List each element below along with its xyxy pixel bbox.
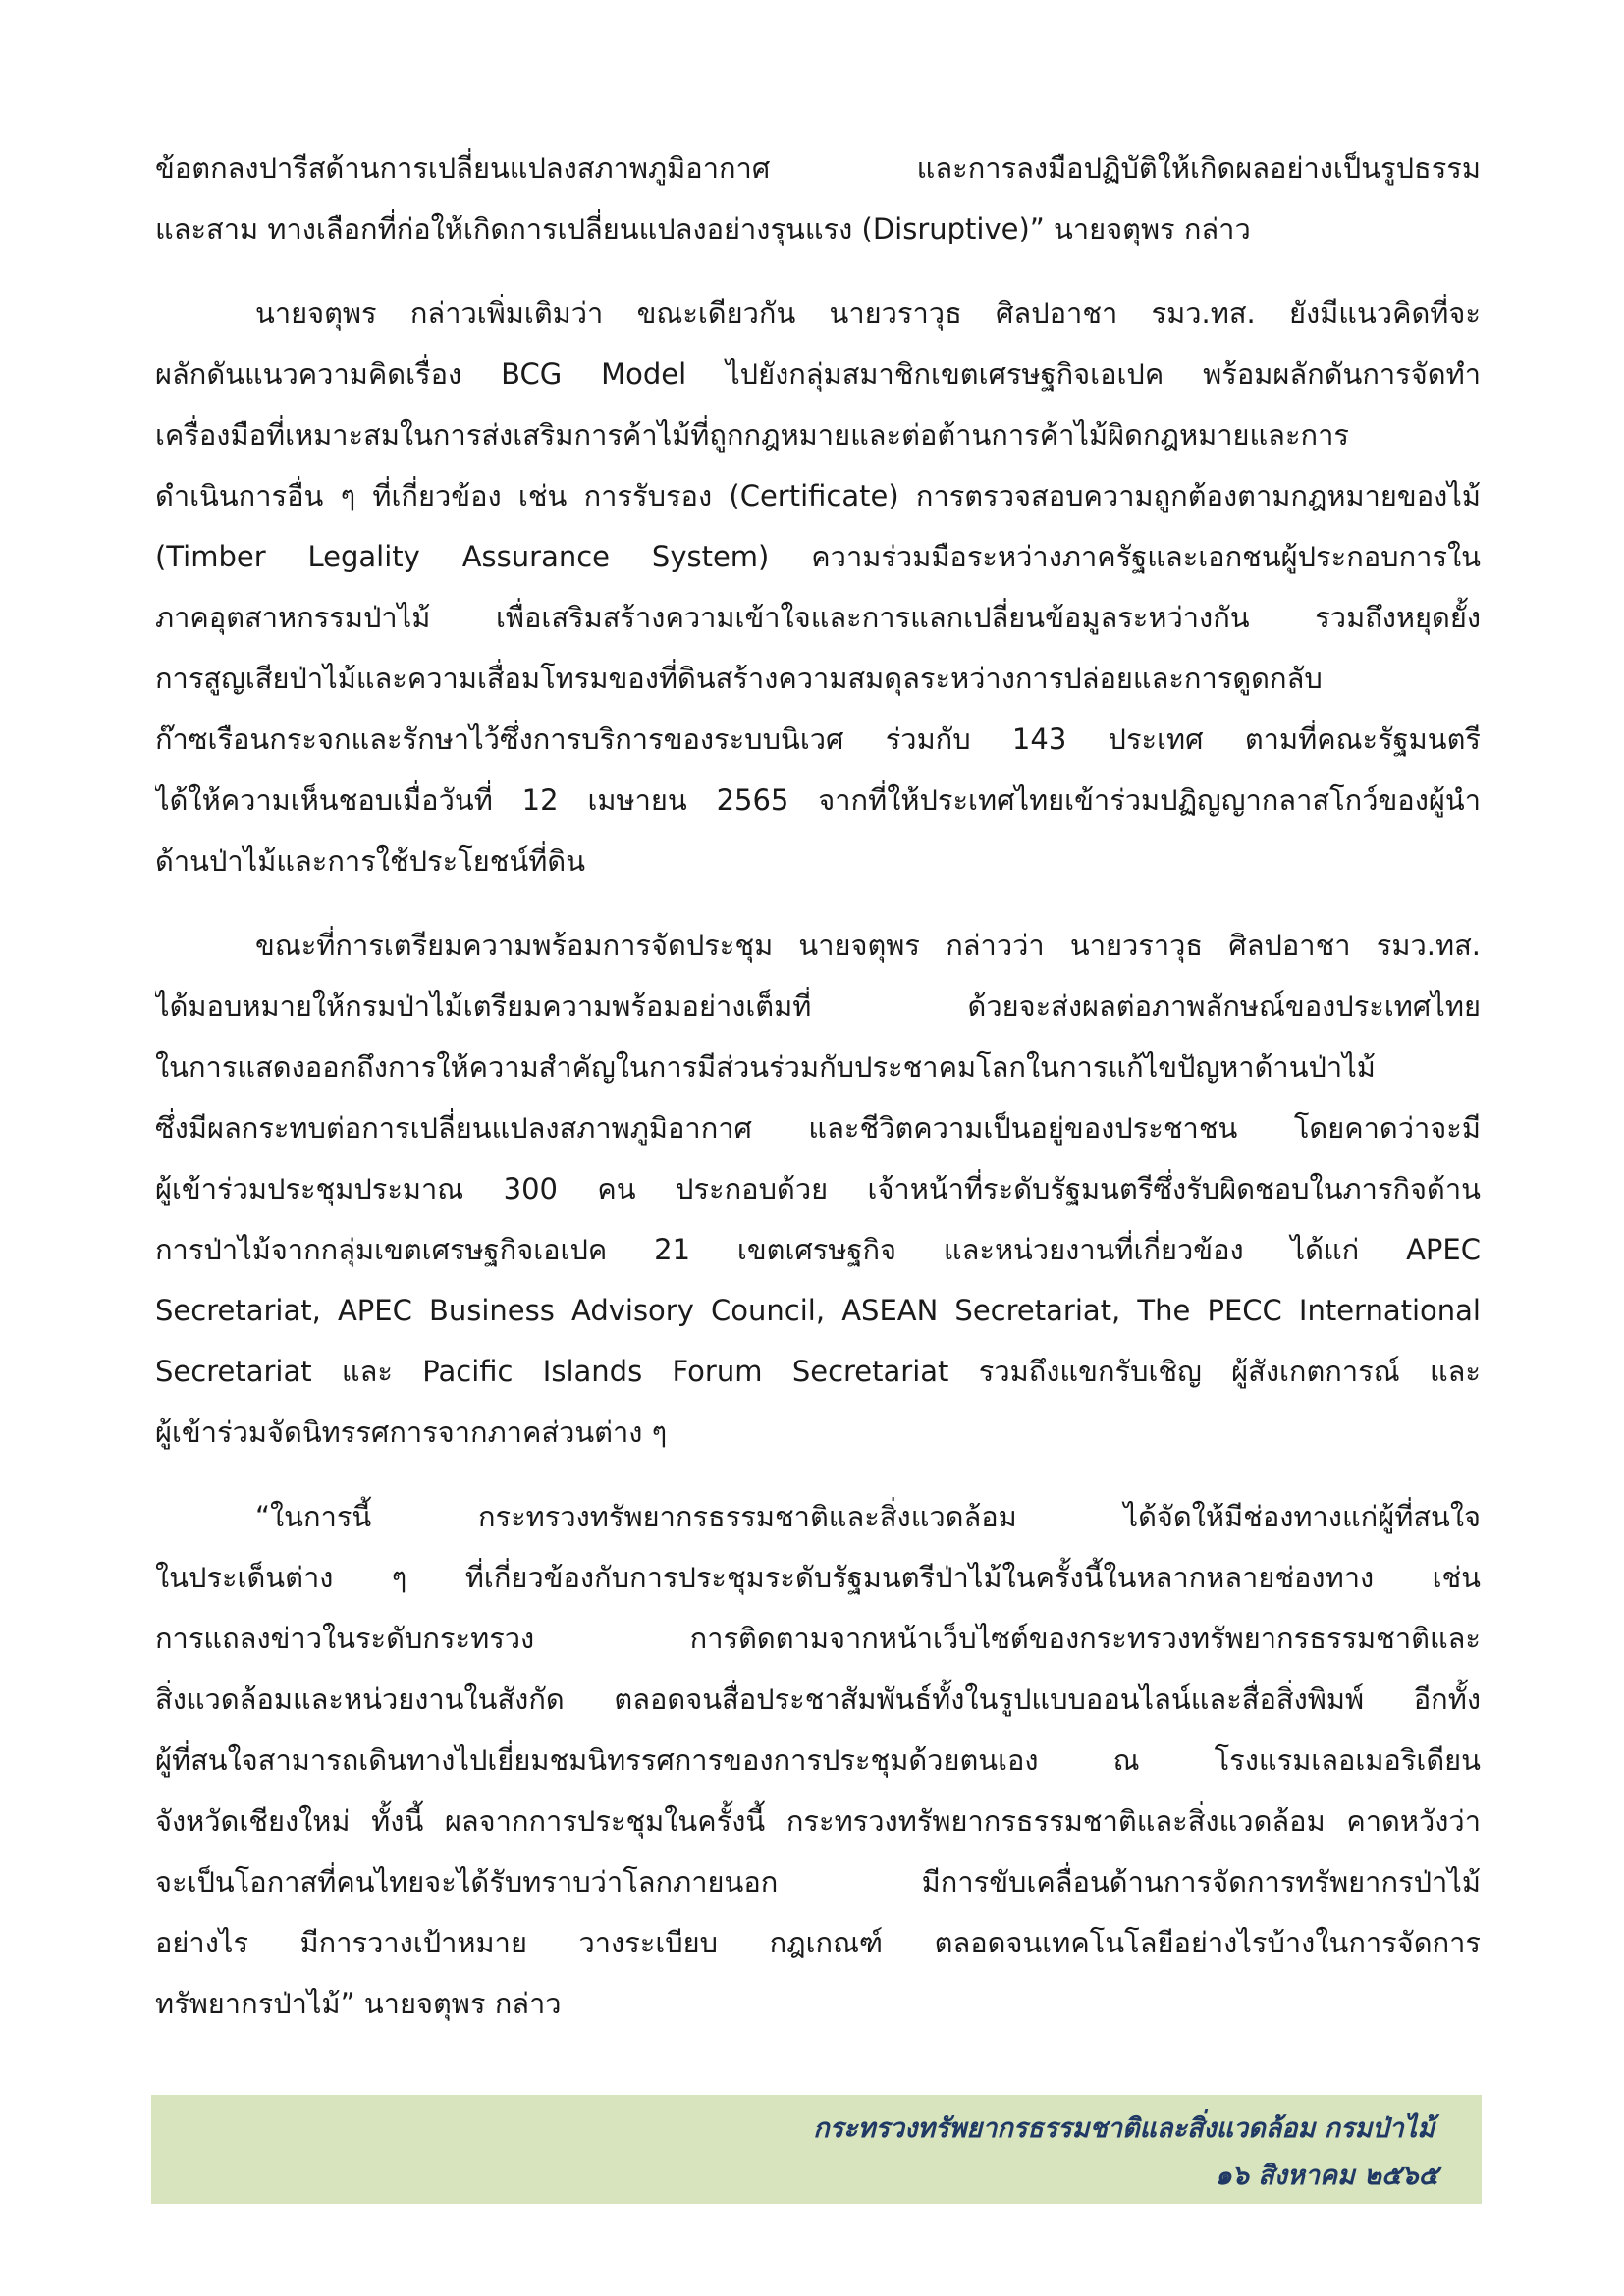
text-line: การแถลงข่าวในระดับกระทรวง การติดตามจากหน้าเว็บไซต์ของกระทรวงทรัพยากรธรรมชาติและ [155, 1622, 1481, 1655]
paragraph [155, 283, 1481, 891]
text-line: ในการแสดงออกถึงการให้ความสำคัญในการมีส่วนร่วมกับประชาคมโลกในการแก้ไขปัญหาด้านป่าไม้ [155, 1050, 1376, 1084]
text-line: สิ่งแวดล้อมและหน่วยงานในสังกัด ตลอดจนสื่อประชาสัมพันธ์ทั้งในรูปแบบออนไลน์และสื่อสิ่งพิมพ์ อีกทั้ง [155, 1682, 1481, 1716]
text-line: ซึ่งมีผลกระทบต่อการเปลี่ยนแปลงสภาพภูมิอากาศ และชีวิตความเป็นอยู่ของประชาชน โดยคาดว่าจะมี [155, 1111, 1481, 1145]
text-line: ผลักดันแนวความคิดเรื่อง BCG Model ไปยังกลุ่มสมาชิกเขตเศรษฐกิจเอเปค พร้อมผลักดันการจัดทำ [155, 357, 1481, 391]
text-line: นายจตุพร กล่าวเพิ่มเติมว่า ขณะเดียวกัน นายวราวุธ ศิลปอาชา รมว.ทส. ยังมีแนวคิดที่จะ [255, 296, 1481, 330]
text-line: การป่าไม้จากกลุ่มเขตเศรษฐกิจเอเปค 21 เขตเศรษฐกิจ และหน่วยงานที่เกี่ยวข้อง ได้แก่ APEC [155, 1233, 1481, 1266]
text-line: ก๊าซเรือนกระจกและรักษาไว้ซึ่งการบริการของระบบนิเวศ ร่วมกับ 143 ประเทศ ตามที่คณะรัฐมนตรี [155, 722, 1481, 756]
text-line: ทรัพยากรป่าไม้” นายจตุพร กล่าว [155, 1987, 562, 2020]
text-line: ได้ให้ความเห็นชอบเมื่อวันที่ 12 เมษายน 2565 จากที่ให้ประเทศไทยเข้าร่วมปฏิญญากลาสโกว์ของผู้นำ [155, 783, 1481, 817]
text-line: ได้มอบหมายให้กรมป่าไม้เตรียมความพร้อมอย่างเต็มที่ ด้วยจะส่งผลต่อภาพลักษณ์ของประเทศไทย [155, 989, 1481, 1023]
text-line: ผู้ที่สนใจสามารถเดินทางไปเยี่ยมชมนิทรรศการของการประชุมด้วยตนเอง ณ โรงแรมเลอเมอริเดียน [155, 1743, 1481, 1777]
text-line: จะเป็นโอกาสที่คนไทยจะได้รับทราบว่าโลกภายนอก มีการขับเคลื่อนด้านการจัดการทรัพยากรป่าไม้ [155, 1865, 1481, 1898]
paragraph-gap [155, 891, 1481, 915]
paragraph-gap [155, 1463, 1481, 1486]
text-line: ด้านป่าไม้และการใช้ประโยชน์ที่ดิน [155, 844, 586, 878]
paragraph [155, 137, 1481, 259]
text-line: Secretariat, APEC Business Advisory Council, ASEAN Secretariat, The PECC International [155, 1294, 1481, 1327]
text-line: เครื่องมือที่เหมาะสมในการส่งเสริมการค้าไม้ที่ถูกกฎหมายและต่อต้านการค้าไม้ผิดกฎหมายและการ [155, 418, 1349, 452]
paragraph [155, 915, 1481, 1463]
footer-banner [151, 2095, 1482, 2204]
text-line: ภาคอุตสาหกรรมป่าไม้ เพื่อเสริมสร้างความเข้าใจและการแลกเปลี่ยนข้อมูลระหว่างกัน รวมถึงหยุดยั้ง [155, 601, 1481, 634]
text-line: การสูญเสียป่าไม้และความเสื่อมโทรมของที่ดินสร้างความสมดุลระหว่างการปล่อยและการดูดกลับ [155, 662, 1323, 695]
paragraph-gap [155, 259, 1481, 283]
text-line: และสาม ทางเลือกที่ก่อให้เกิดการเปลี่ยนแปลงอย่างรุนแรง (Disruptive)” นายจตุพร กล่าว [155, 212, 1251, 245]
text-line: Secretariat และ Pacific Islands Forum Secretariat รวมถึงแขกรับเชิญ ผู้สังเกตการณ์ และ [155, 1355, 1481, 1388]
text-line: อย่างไร มีการวางเป้าหมาย วางระเบียบ กฎเกณฑ์ ตลอดจนเทคโนโลยีอย่างไรบ้างในการจัดการ [155, 1926, 1481, 1959]
text-line: ขณะที่การเตรียมความพร้อมการจัดประชุม นายจตุพร กล่าวว่า นายวราวุธ ศิลปอาชา รมว.ทส. [255, 929, 1481, 962]
text-line: จังหวัดเชียงใหม่ ทั้งนี้ ผลจากการประชุมในครั้งนี้ กระทรวงทรัพยากรธรรมชาติและสิ่งแวดล้อม คาดหวังว่า [155, 1804, 1481, 1838]
text-line: “ในการนี้ กระทรวงทรัพยากรธรรมชาติและสิ่งแวดล้อม ได้จัดให้มีช่องทางแก่ผู้ที่สนใจ [255, 1500, 1481, 1533]
text-line: ดำเนินการอื่น ๆ ที่เกี่ยวข้อง เช่น การรับรอง (Certificate) การตรวจสอบความถูกต้องตามกฎหมายของไม้ [155, 479, 1481, 512]
text-line: ข้อตกลงปารีสด้านการเปลี่ยนแปลงสภาพภูมิอากาศ และการลงมือปฏิบัติให้เกิดผลอย่างเป็นรูปธรรม [155, 151, 1481, 185]
text-line: (Timber Legality Assurance System) ความร่วมมือระหว่างภาครัฐและเอกชนผู้ประกอบการใน [155, 540, 1481, 573]
paragraph [155, 1486, 1481, 2034]
article-body [155, 137, 1481, 2034]
text-line: ผู้เข้าร่วมจัดนิทรรศการจากภาคส่วนต่าง ๆ [155, 1415, 668, 1449]
text-line: ในประเด็นต่าง ๆ ที่เกี่ยวข้องกับการประชุมระดับรัฐมนตรีป่าไม้ในครั้งนี้ในหลากหลายช่องทาง เช่น [155, 1561, 1481, 1594]
text-line: ผู้เข้าร่วมประชุมประมาณ 300 คน ประกอบด้วย เจ้าหน้าที่ระดับรัฐมนตรีซึ่งรับผิดชอบในภารกิจด้าน [155, 1172, 1481, 1205]
footer-date: ๑๖ สิงหาคม ๒๕๖๕ [1215, 2161, 1438, 2191]
footer-agency: กระทรวงทรัพยากรธรรมชาติและสิ่งแวดล้อม กรมป่าไม้ [813, 2113, 1435, 2144]
